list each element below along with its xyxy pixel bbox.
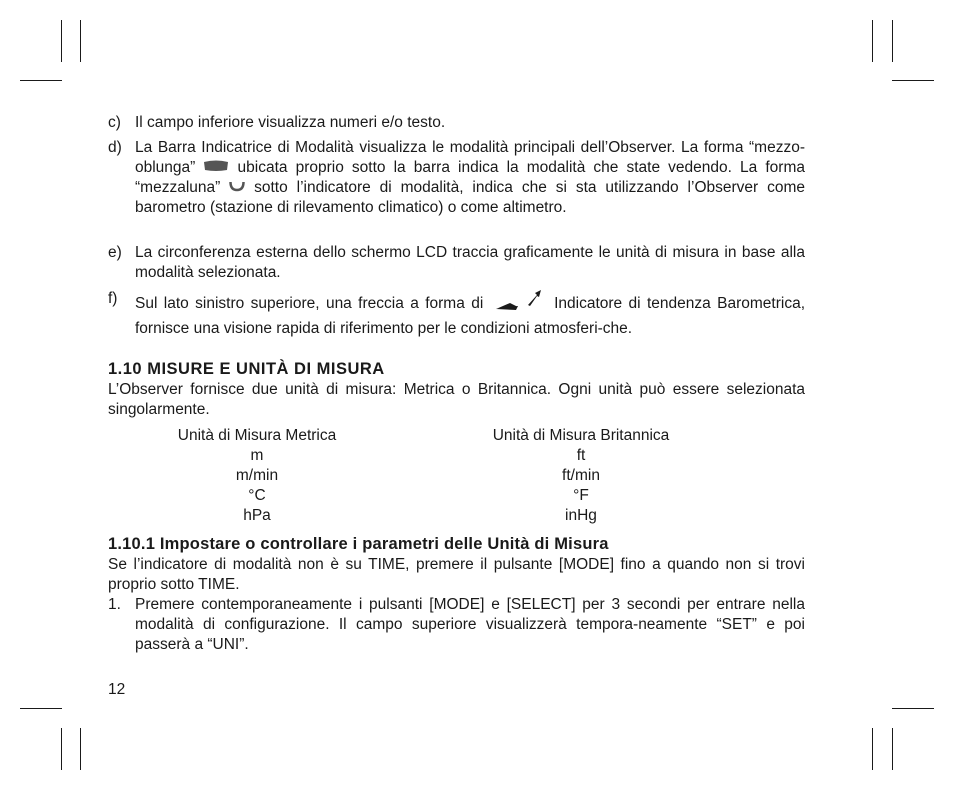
imperial-column (468, 426, 694, 526)
step-number: 1. (108, 596, 121, 613)
metric-unit: hPa (243, 507, 271, 524)
list-item-c (108, 113, 805, 133)
metric-column-header: Unità di Misura Metrica (177, 427, 337, 444)
list-item-text-part: ubicata proprio sotto la barra indica la modalità che state vedendo. La forma “mezzaluna” (135, 159, 805, 197)
list-item-d (108, 138, 805, 218)
imperial-unit: ft/min (562, 467, 600, 484)
metric-unit: m (250, 447, 264, 464)
crescent-icon (229, 178, 245, 198)
trend-arrow-icon (494, 289, 544, 319)
list-item-text-part: Indicatore di tendenza Barometrica, fornisce una visione rapida di riferimento per le condizioni atmosferi-che. (135, 295, 805, 337)
crop-mark (892, 708, 934, 709)
page-number: 12 (108, 681, 126, 698)
crop-mark (872, 728, 873, 770)
imperial-column-header: Unità di Misura Britannica (492, 427, 670, 444)
list-marker: e) (108, 244, 122, 261)
list-item-text: La circonferenza esterna dello schermo LCD traccia graficamente le unità di misura in base alla modalità selezionata. (135, 244, 805, 281)
list-item-text (135, 289, 805, 339)
crop-mark (61, 728, 62, 770)
crop-mark (892, 728, 893, 770)
metric-unit: °C (248, 487, 266, 504)
list-marker: f) (108, 290, 118, 307)
step-item (108, 595, 805, 655)
crop-mark (20, 80, 62, 81)
crop-mark (20, 708, 62, 709)
section-intro: L’Observer fornisce due unità di misura: Metrica o Britannica. Ogni unità può essere selezionata singolarmente. (108, 381, 805, 418)
list-item-text-part: La Barra Indicatrice di Modalità visualizza le modalità principali dell’Observer. La forma “mezzo-oblunga” (135, 139, 805, 177)
crop-mark (61, 20, 62, 62)
crop-mark (892, 20, 893, 62)
list-item-text-part: sotto l’indicatore di modalità, indica che si sta utilizzando l’Observer come barometro (stazione di rilevamento climatico) o come altimetro. (135, 179, 806, 217)
mode-bar-oblong-icon (203, 158, 229, 178)
metric-unit: m/min (235, 467, 279, 484)
imperial-unit: inHg (565, 507, 597, 524)
section-heading: 1.10 MISURE E UNITÀ DI MISURA (108, 360, 385, 378)
list-marker: d) (108, 139, 122, 156)
list-item-f (108, 289, 805, 339)
crop-mark (872, 20, 873, 62)
imperial-unit: °F (573, 487, 589, 504)
step-text: Premere contemporaneamente i pulsanti [MODE] e [SELECT] per 3 secondi per entrare nella modalità di configurazione. Il campo superiore visualizzerà tempora-neamente “SET” e poi passerà a “UNI”. (135, 596, 805, 653)
crop-mark (80, 728, 81, 770)
list-item-text: Il campo inferiore visualizza numeri e/o testo. (135, 114, 446, 131)
crop-mark (892, 80, 934, 81)
list-item-text-part: Sul lato sinistro superiore, una freccia a forma di (135, 295, 484, 313)
subsection-intro: Se l’indicatore di modalità non è su TIME, premere il pulsante [MODE] fino a quando non si trovi proprio sotto TIME. (108, 556, 805, 593)
list-marker: c) (108, 114, 121, 131)
list-item-e (108, 243, 805, 283)
metric-column (150, 426, 364, 526)
crop-mark (80, 20, 81, 62)
list-item-text (135, 138, 805, 218)
imperial-unit: ft (576, 447, 586, 464)
subsection-heading: 1.10.1 Impostare o controllare i parametri delle Unità di Misura (108, 535, 609, 553)
